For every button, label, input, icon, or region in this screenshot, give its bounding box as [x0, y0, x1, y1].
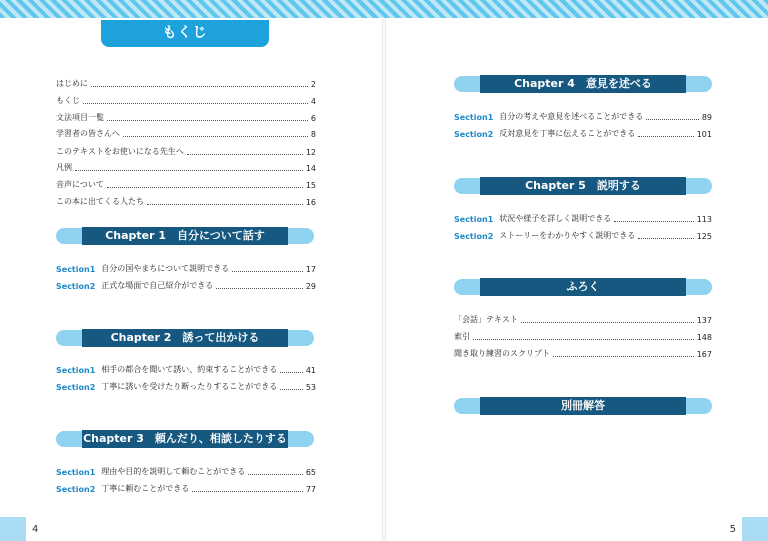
toc-title: もくじ: [101, 20, 269, 47]
section-entry[interactable]: Section1 理由や目的を説明して頼むことができる 65: [56, 467, 316, 477]
corner-tab-left: [0, 517, 26, 541]
decorative-top-band: [0, 0, 768, 18]
chapter-heading[interactable]: Chapter 5 説明する: [454, 177, 712, 195]
toc-entry[interactable]: もくじ 4: [56, 96, 316, 106]
section-entry[interactable]: Section2 ストーリーをわかりやすく説明できる 125: [454, 231, 712, 241]
toc-entry[interactable]: この本に出てくる人たち 16: [56, 197, 316, 207]
corner-tab-right: [742, 517, 768, 541]
chapter-heading[interactable]: Chapter 3 頼んだり、相談したりする: [56, 430, 314, 448]
page-number-left: 4: [32, 524, 39, 535]
toc-entry[interactable]: 「会話」テキスト 137: [454, 315, 712, 325]
section-entry[interactable]: Section2 丁寧に誘いを受けたり断ったりすることができる 53: [56, 382, 316, 392]
chapter-heading[interactable]: Chapter 2 誘って出かける: [56, 329, 314, 347]
toc-entry[interactable]: 凡例 14: [56, 163, 316, 173]
section-entry[interactable]: Section1 自分の考えや意見を述べることができる 89: [454, 112, 712, 122]
section-entry[interactable]: Section2 正式な場面で自己紹介ができる 29: [56, 281, 316, 291]
page-number-right: 5: [729, 524, 736, 535]
appendix-heading[interactable]: ふろく: [454, 278, 712, 296]
toc-entry[interactable]: 聞き取り練習のスクリプト 167: [454, 349, 712, 359]
toc-entry[interactable]: このテキストをお使いになる先生へ 12: [56, 147, 316, 157]
section-entry[interactable]: Section1 状況や様子を詳しく説明できる 113: [454, 214, 712, 224]
toc-entry[interactable]: 索引 148: [454, 332, 712, 342]
toc-entry[interactable]: 学習者の皆さんへ 8: [56, 129, 316, 139]
toc-entry[interactable]: はじめに 2: [56, 79, 316, 89]
section-entry[interactable]: Section2 丁寧に頼むことができる 77: [56, 484, 316, 494]
toc-entry[interactable]: 音声について 15: [56, 180, 316, 190]
toc-entry[interactable]: 文法項目一覧 6: [56, 113, 316, 123]
chapter-heading[interactable]: Chapter 4 意見を述べる: [454, 75, 712, 93]
section-entry[interactable]: Section2 反対意見を丁寧に伝えることができる 101: [454, 129, 712, 139]
chapter-heading[interactable]: Chapter 1 自分について話す: [56, 227, 314, 245]
answer-booklet-heading[interactable]: 別冊解答: [454, 397, 712, 415]
section-entry[interactable]: Section1 相手の都合を聞いて誘い、約束することができる 41: [56, 365, 316, 375]
section-entry[interactable]: Section1 自分の国やまちについて説明できる 17: [56, 264, 316, 274]
